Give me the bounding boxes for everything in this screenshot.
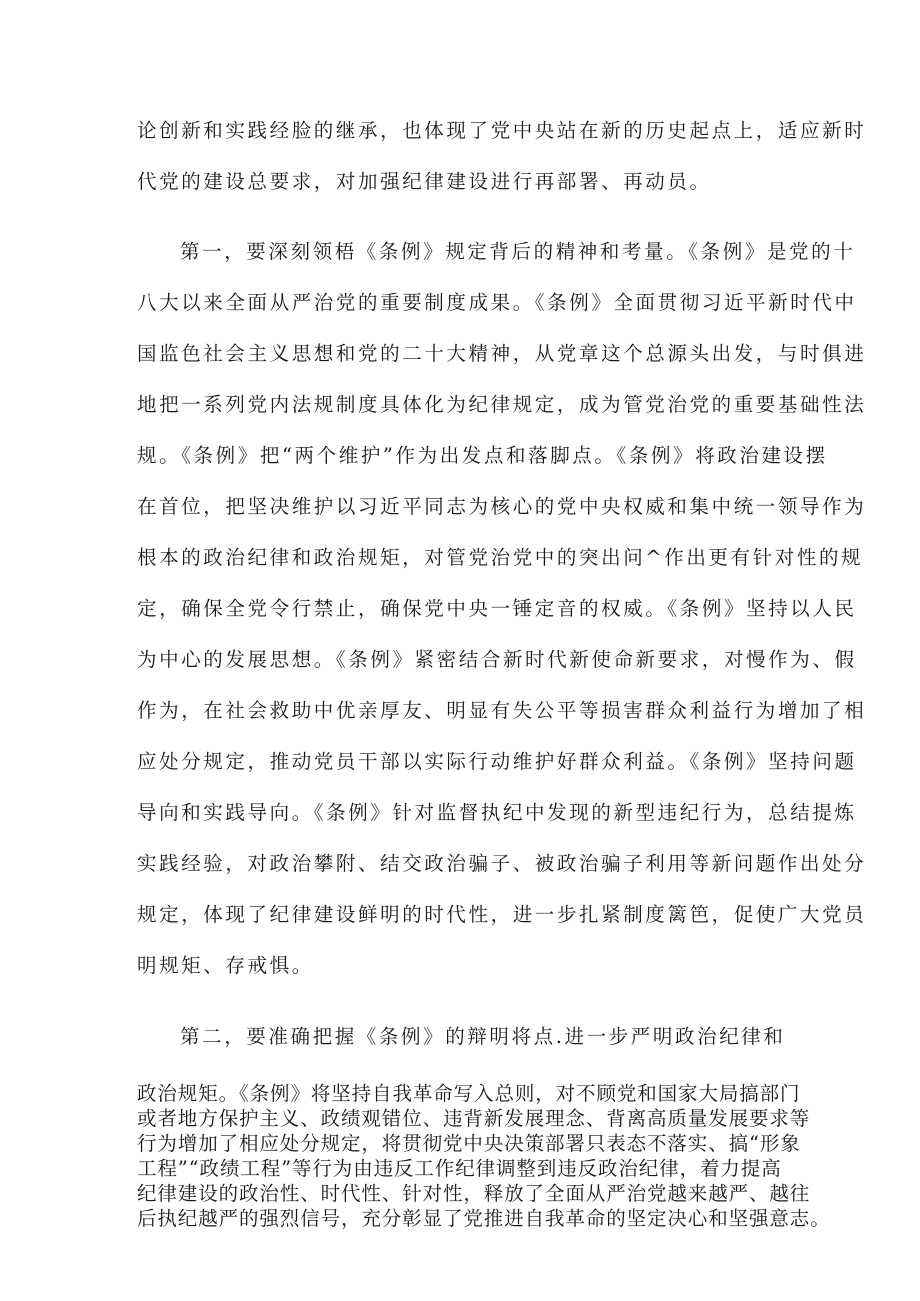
text-line: 八大以来全面从严治党的重要制度成果。《条例》全面贯彻习近平新时代中 — [137, 291, 857, 314]
text-line: 规。《条例》把“两个维护”作为出发点和落脚点。《条例》将政治建设摆 — [137, 444, 828, 467]
paragraph-2-first-line: 第二，要准确把握《条例》的辩明将点.进一步严明政治纪律和 — [180, 1025, 786, 1048]
text-line: 作为，在社会救助中优亲厚友、明显有失公平等损害群众利益行为增加了相 — [137, 699, 867, 722]
text-line: 根本的政治纪律和政治规矩，对管党治党中的突出问^作出更有针对性的规 — [137, 546, 864, 569]
paragraph-1-first-line: 第一，要深刻领梧《条例》规定背后的精神和考量。《条例》是党的十 — [180, 240, 856, 263]
text-line: 行为增加了相应处分规定，将贯彻党中央决策部署只表态不落实、搞“形象 — [137, 1132, 801, 1155]
text-line: 国监色社会主义思想和党的二十大精神，从党章这个总源头出发，与时俱进 — [137, 342, 867, 365]
text-line: 或者地方保护主义、政绩观错位、违背新发展理念、背离高质量发展要求等 — [137, 1107, 811, 1130]
text-line: 为中心的发展思想。《条例》紧密结合新时代新使命新要求，对慢作为、假 — [137, 648, 857, 671]
text-line: 代党的建设总要求，对加强纪律建设进行再部署、再动员。 — [137, 170, 712, 193]
text-line: 工程”“政绩工程”等行为由违反工作纪律调整到违反政治纪律，着力提高 — [137, 1157, 782, 1180]
text-line: 实践经验，对政治攀附、结交政治骗子、被政治骗子利用等新问题作出处分 — [137, 852, 867, 875]
text-line: 导向和实践导向。《条例》针对监督执纪中发现的新型违纪行为，总结提炼 — [137, 801, 857, 824]
text-line: 明规矩、存戒惧。 — [137, 954, 314, 977]
text-line: 政治规矩。《条例》将坚持自我革命写入总则，对不顾党和国家大局搞部门 — [137, 1082, 801, 1105]
text-line: 在首位，把坚决维护以习近平同志为核心的党中央权威和集中统一领导作为 — [137, 495, 867, 518]
text-line: 应处分规定，推动党员干部以实际行动维护好群众利益。《条例》坚持问题 — [137, 750, 857, 773]
text-line: 规定，体现了纪律建设鲜明的时代性，进一步扎紧制度篱笆，促使广大党员 — [137, 903, 867, 926]
text-line: 论创新和实践经脸的继承，也体现了党中央站在新的历史起点上，适应新时 — [137, 119, 867, 142]
text-line: 纪律建设的政治性、时代性、针对性，释放了全面从严治党越来越严、越往 — [137, 1182, 811, 1205]
text-line: 地把一系列党内法规制度具体化为纪律规定，成为管党治党的重要基础性法 — [137, 393, 867, 416]
text-line: 后执纪越严的强烈信号，充分彰显了党推进自我革命的坚定决心和坚强意志。 — [137, 1207, 831, 1230]
text-line: 定，确保全党令行禁止，确保党中央一锤定音的权威。《条例》坚持以人民 — [137, 597, 857, 620]
